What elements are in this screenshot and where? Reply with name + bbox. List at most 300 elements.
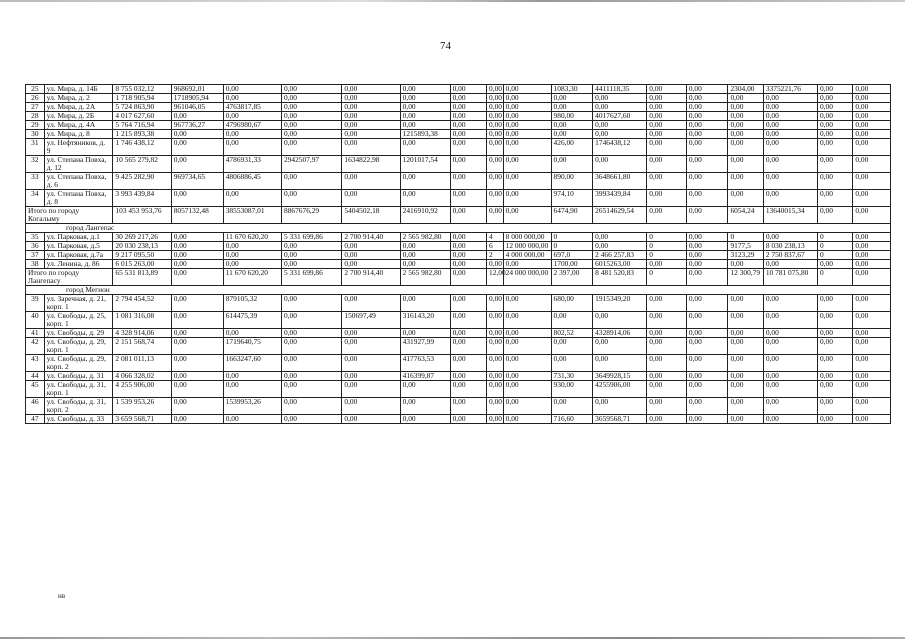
- value-cell: 0,00: [647, 190, 687, 207]
- value-cell: 0,00: [223, 251, 281, 260]
- row-number: 33: [26, 173, 45, 190]
- value-cell: 0,00: [487, 372, 504, 381]
- value-cell: 0,00: [853, 85, 891, 94]
- value-cell: 0,00: [282, 355, 342, 372]
- value-cell: 0,00: [853, 94, 891, 103]
- value-cell: 802,52: [551, 329, 593, 338]
- value-cell: 0,00: [817, 85, 852, 94]
- value-cell: 0,00: [171, 190, 223, 207]
- value-cell: 0,00: [171, 372, 223, 381]
- value-cell: 0,00: [342, 173, 400, 190]
- value-cell: 0,00: [282, 139, 342, 156]
- value-cell: 0,00: [853, 173, 891, 190]
- value-cell: 0,00: [817, 381, 852, 398]
- value-cell: 0,00: [171, 233, 223, 242]
- value-cell: 0,00: [686, 415, 728, 424]
- table-row: [26, 156, 891, 173]
- value-cell: 0,00: [223, 260, 281, 269]
- value-cell: 2 466 257,83: [593, 251, 647, 260]
- total-cell: 0,00: [853, 269, 891, 286]
- value-cell: 0,00: [551, 94, 593, 103]
- row-number: 25: [26, 85, 45, 94]
- total-row: [26, 207, 891, 224]
- total-cell: 2 565 982,80: [400, 269, 450, 286]
- total-cell: 12,00: [487, 269, 504, 286]
- value-cell: 0,00: [817, 112, 852, 121]
- value-cell: 0,00: [171, 251, 223, 260]
- total-cell: 0,00: [686, 269, 728, 286]
- address-cell: ул. Мира, д. 2Б: [44, 112, 113, 121]
- value-cell: 0,00: [593, 242, 647, 251]
- value-cell: 0,00: [853, 112, 891, 121]
- value-cell: 0,00: [853, 242, 891, 251]
- value-cell: 0: [647, 242, 687, 251]
- value-cell: 10 565 279,82: [113, 156, 171, 173]
- total-cell: 8057132,48: [171, 207, 223, 224]
- value-cell: 0,00: [282, 415, 342, 424]
- value-cell: 8 000 000,00: [503, 233, 551, 242]
- value-cell: 0,00: [503, 130, 551, 139]
- scan-edge-top: [0, 0, 905, 2]
- table-row: [26, 398, 891, 415]
- value-cell: 0,00: [817, 130, 852, 139]
- value-cell: 0,00: [400, 103, 450, 112]
- total-cell: 0,00: [817, 207, 852, 224]
- value-cell: 0,00: [763, 156, 817, 173]
- value-cell: 0,00: [728, 329, 763, 338]
- value-cell: 968692,01: [171, 85, 223, 94]
- value-cell: 0,00: [487, 295, 504, 312]
- address-cell: ул. Парковая, д.1: [44, 233, 113, 242]
- value-cell: 0,00: [282, 372, 342, 381]
- value-cell: 0,00: [763, 130, 817, 139]
- value-cell: 0,00: [686, 233, 728, 242]
- value-cell: 4806886,45: [223, 173, 281, 190]
- row-number: 43: [26, 355, 45, 372]
- value-cell: 0,00: [853, 139, 891, 156]
- value-cell: 3648661,80: [593, 173, 647, 190]
- value-cell: 0,00: [686, 355, 728, 372]
- value-cell: 0: [551, 242, 593, 251]
- value-cell: 0,00: [400, 190, 450, 207]
- value-cell: 731,30: [551, 372, 593, 381]
- value-cell: 4411118,35: [593, 85, 647, 94]
- address-cell: ул. Свободы, д. 31, корп. 1: [44, 381, 113, 398]
- value-cell: 0,00: [853, 295, 891, 312]
- value-cell: 0,00: [503, 121, 551, 130]
- value-cell: 0,00: [853, 415, 891, 424]
- total-cell: 38553087,01: [223, 207, 281, 224]
- value-cell: 0,00: [593, 94, 647, 103]
- address-cell: ул. Нефтяников, д. 9: [44, 139, 113, 156]
- total-cell: 13640015,34: [763, 207, 817, 224]
- row-number: 47: [26, 415, 45, 424]
- value-cell: 0,00: [450, 156, 486, 173]
- value-cell: 1201017,54: [400, 156, 450, 173]
- value-cell: 980,00: [551, 112, 593, 121]
- value-cell: 0,00: [817, 312, 852, 329]
- total-label: Итого по городу Когалыму: [26, 207, 113, 224]
- table-row: [26, 338, 891, 355]
- footer-mark: нв: [58, 592, 66, 600]
- value-cell: 0,00: [450, 372, 486, 381]
- value-cell: 0,00: [400, 295, 450, 312]
- value-cell: 0,00: [503, 398, 551, 415]
- address-cell: ул. Мира, д. 14Б: [44, 85, 113, 94]
- scan-edge-bottom: [0, 637, 905, 639]
- address-cell: ул. Свободы, д. 25, корп. 1: [44, 312, 113, 329]
- value-cell: 0,00: [686, 112, 728, 121]
- value-cell: 0,00: [686, 139, 728, 156]
- value-cell: 30 269 217,26: [113, 233, 171, 242]
- value-cell: 0: [817, 233, 852, 242]
- value-cell: 0,00: [503, 338, 551, 355]
- value-cell: 0,00: [503, 355, 551, 372]
- value-cell: 0,00: [647, 295, 687, 312]
- value-cell: 0,00: [763, 190, 817, 207]
- value-cell: 0,00: [647, 85, 687, 94]
- value-cell: 6015263,00: [593, 260, 647, 269]
- value-cell: 0,00: [450, 415, 486, 424]
- value-cell: 2 565 982,80: [400, 233, 450, 242]
- value-cell: 1746438,12: [593, 139, 647, 156]
- value-cell: 1083,30: [551, 85, 593, 94]
- value-cell: 0,00: [400, 173, 450, 190]
- value-cell: 2 750 837,67: [763, 251, 817, 260]
- value-cell: 0,00: [400, 242, 450, 251]
- value-cell: 0,00: [450, 130, 486, 139]
- value-cell: 0,00: [728, 381, 763, 398]
- value-cell: 0,00: [728, 130, 763, 139]
- value-cell: 0,00: [503, 103, 551, 112]
- address-cell: ул. Степана Повха, д. 6: [44, 173, 113, 190]
- value-cell: 0,00: [282, 190, 342, 207]
- value-cell: 5 764 716,94: [113, 121, 171, 130]
- value-cell: 0,00: [450, 338, 486, 355]
- value-cell: 2942507,97: [282, 156, 342, 173]
- table-row: [26, 381, 891, 398]
- value-cell: 1 746 438,12: [113, 139, 171, 156]
- value-cell: 0,00: [342, 329, 400, 338]
- value-cell: 0,00: [171, 415, 223, 424]
- address-cell: ул. Свободы, д. 31, корп. 2: [44, 398, 113, 415]
- value-cell: 1915349,20: [593, 295, 647, 312]
- value-cell: 4 017 627,60: [113, 112, 171, 121]
- value-cell: 0,00: [503, 260, 551, 269]
- value-cell: 0,00: [686, 372, 728, 381]
- value-cell: 0,00: [763, 103, 817, 112]
- value-cell: 5 724 863,90: [113, 103, 171, 112]
- value-cell: 0,00: [853, 355, 891, 372]
- value-cell: 1 539 953,26: [113, 398, 171, 415]
- value-cell: 0,00: [853, 372, 891, 381]
- value-cell: 0,00: [647, 156, 687, 173]
- value-cell: 0,00: [487, 121, 504, 130]
- total-cell: 0,00: [686, 207, 728, 224]
- value-cell: 0,00: [450, 381, 486, 398]
- value-cell: 0,00: [171, 130, 223, 139]
- value-cell: 0,00: [763, 372, 817, 381]
- value-cell: 0,00: [342, 190, 400, 207]
- value-cell: 4796980,67: [223, 121, 281, 130]
- value-cell: 1 081 316,08: [113, 312, 171, 329]
- value-cell: 0,00: [487, 398, 504, 415]
- value-cell: 0,00: [728, 190, 763, 207]
- value-cell: 0,00: [551, 355, 593, 372]
- row-number: 28: [26, 112, 45, 121]
- value-cell: 0,00: [487, 260, 504, 269]
- value-cell: 20 030 238,13: [113, 242, 171, 251]
- value-cell: 0,00: [647, 173, 687, 190]
- value-cell: 0,00: [593, 121, 647, 130]
- value-cell: 0,00: [551, 130, 593, 139]
- value-cell: 0,00: [223, 415, 281, 424]
- value-cell: 0,00: [686, 156, 728, 173]
- value-cell: 0,00: [853, 103, 891, 112]
- row-number: 46: [26, 398, 45, 415]
- value-cell: 0,00: [728, 372, 763, 381]
- value-cell: 890,00: [551, 173, 593, 190]
- value-cell: 0,00: [503, 381, 551, 398]
- value-cell: 0,00: [503, 415, 551, 424]
- value-cell: 3649928,15: [593, 372, 647, 381]
- value-cell: 9 217 095,50: [113, 251, 171, 260]
- value-cell: 0,00: [763, 381, 817, 398]
- row-number: 41: [26, 329, 45, 338]
- value-cell: 0,00: [450, 233, 486, 242]
- value-cell: 0,00: [342, 415, 400, 424]
- total-cell: 26514629,54: [593, 207, 647, 224]
- value-cell: 0,00: [282, 242, 342, 251]
- value-cell: 0,00: [342, 139, 400, 156]
- value-cell: 0,00: [853, 338, 891, 355]
- value-cell: 0,00: [450, 295, 486, 312]
- row-number: 34: [26, 190, 45, 207]
- value-cell: 0,00: [171, 112, 223, 121]
- value-cell: 12 000 000,00: [503, 242, 551, 251]
- row-number: 39: [26, 295, 45, 312]
- value-cell: 0,00: [686, 242, 728, 251]
- value-cell: 0,00: [223, 139, 281, 156]
- total-cell: 2416910,92: [400, 207, 450, 224]
- value-cell: 0,00: [223, 130, 281, 139]
- value-cell: 0,00: [171, 295, 223, 312]
- value-cell: 0,00: [503, 94, 551, 103]
- row-number: 44: [26, 372, 45, 381]
- value-cell: 0,00: [763, 355, 817, 372]
- value-cell: 0,00: [342, 372, 400, 381]
- value-cell: 0,00: [223, 381, 281, 398]
- table-body: [26, 85, 891, 424]
- value-cell: 3 659 568,71: [113, 415, 171, 424]
- value-cell: 0,00: [487, 94, 504, 103]
- table-row: [26, 173, 891, 190]
- value-cell: 0,00: [853, 260, 891, 269]
- value-cell: 9177,5: [728, 242, 763, 251]
- value-cell: 0,00: [450, 112, 486, 121]
- value-cell: 0,00: [763, 233, 817, 242]
- value-cell: 0,00: [593, 233, 647, 242]
- value-cell: 0,00: [647, 329, 687, 338]
- value-cell: 0,00: [282, 85, 342, 94]
- value-cell: 0,00: [686, 398, 728, 415]
- value-cell: 0,00: [171, 260, 223, 269]
- value-cell: 0,00: [503, 85, 551, 94]
- total-cell: 0: [817, 269, 852, 286]
- value-cell: 0,00: [728, 338, 763, 355]
- value-cell: 0,00: [593, 338, 647, 355]
- row-number: 35: [26, 233, 45, 242]
- value-cell: 0,00: [853, 130, 891, 139]
- address-cell: ул. Свободы, д. 29, корп. 2: [44, 355, 113, 372]
- value-cell: 1719640,75: [223, 338, 281, 355]
- total-cell: 65 531 813,89: [113, 269, 171, 286]
- value-cell: 8 030 238,13: [763, 242, 817, 251]
- value-cell: 0,00: [282, 398, 342, 415]
- value-cell: 0,00: [593, 156, 647, 173]
- value-cell: 961046,05: [171, 103, 223, 112]
- value-cell: 0,00: [647, 121, 687, 130]
- address-cell: ул. Мира, д. 8: [44, 130, 113, 139]
- value-cell: 0,00: [450, 94, 486, 103]
- total-row: [26, 269, 891, 286]
- value-cell: 0,00: [223, 372, 281, 381]
- value-cell: 0: [551, 233, 593, 242]
- value-cell: 0,00: [450, 121, 486, 130]
- total-cell: 0,00: [450, 207, 486, 224]
- value-cell: 1718905,94: [171, 94, 223, 103]
- value-cell: 0,00: [647, 381, 687, 398]
- value-cell: 4017627,60: [593, 112, 647, 121]
- city-name: город Мегион: [26, 286, 891, 295]
- value-cell: 0,00: [342, 260, 400, 269]
- value-cell: 6: [487, 242, 504, 251]
- value-cell: 0,00: [487, 173, 504, 190]
- value-cell: 0,00: [728, 173, 763, 190]
- value-cell: 0,00: [647, 415, 687, 424]
- row-number: 31: [26, 139, 45, 156]
- value-cell: 0,00: [282, 251, 342, 260]
- value-cell: 0,00: [853, 312, 891, 329]
- total-cell: 0,00: [503, 207, 551, 224]
- value-cell: 0,00: [282, 94, 342, 103]
- value-cell: 0,00: [551, 338, 593, 355]
- value-cell: 0,00: [400, 260, 450, 269]
- value-cell: 0,00: [282, 381, 342, 398]
- address-cell: ул. Парковая, д.5: [44, 242, 113, 251]
- table-row: [26, 190, 891, 207]
- value-cell: 2304,00: [728, 85, 763, 94]
- row-number: 26: [26, 94, 45, 103]
- value-cell: 0,00: [223, 112, 281, 121]
- value-cell: 0,00: [728, 94, 763, 103]
- value-cell: 0,00: [647, 338, 687, 355]
- value-cell: 0,00: [487, 312, 504, 329]
- value-cell: 6 015 263,00: [113, 260, 171, 269]
- value-cell: 0,00: [450, 139, 486, 156]
- value-cell: 0,00: [450, 251, 486, 260]
- value-cell: 1700,00: [551, 260, 593, 269]
- value-cell: 0,00: [551, 312, 593, 329]
- total-cell: 24 000 000,00: [503, 269, 551, 286]
- total-cell: 12 300,79: [728, 269, 763, 286]
- value-cell: 2 081 011,13: [113, 355, 171, 372]
- value-cell: 0,00: [282, 329, 342, 338]
- value-cell: 0,00: [686, 260, 728, 269]
- value-cell: 0,00: [817, 103, 852, 112]
- value-cell: 0,00: [686, 173, 728, 190]
- value-cell: 0,00: [686, 251, 728, 260]
- total-cell: 6054,24: [728, 207, 763, 224]
- value-cell: 0,00: [487, 190, 504, 207]
- value-cell: 0,00: [223, 329, 281, 338]
- value-cell: 4 328 914,06: [113, 329, 171, 338]
- address-cell: ул. Свободы, д. 33: [44, 415, 113, 424]
- page-number: 74: [440, 40, 451, 52]
- value-cell: 2 794 454,52: [113, 295, 171, 312]
- value-cell: 3659568,71: [593, 415, 647, 424]
- value-cell: 0,00: [400, 329, 450, 338]
- value-cell: 0,00: [817, 121, 852, 130]
- value-cell: 0,00: [817, 338, 852, 355]
- value-cell: 0,00: [647, 139, 687, 156]
- value-cell: 0,00: [171, 381, 223, 398]
- value-cell: 0,00: [342, 121, 400, 130]
- value-cell: 0,00: [817, 139, 852, 156]
- value-cell: 4763817,85: [223, 103, 281, 112]
- value-cell: 0,00: [551, 398, 593, 415]
- value-cell: 879105,32: [223, 295, 281, 312]
- value-cell: 1663247,60: [223, 355, 281, 372]
- address-cell: ул. Степана Повха, д. 8: [44, 190, 113, 207]
- value-cell: 0,00: [400, 112, 450, 121]
- value-cell: 0,00: [728, 260, 763, 269]
- value-cell: 0,00: [763, 329, 817, 338]
- value-cell: 0: [647, 251, 687, 260]
- value-cell: 0,00: [763, 112, 817, 121]
- value-cell: 0,00: [686, 190, 728, 207]
- value-cell: 0,00: [342, 103, 400, 112]
- value-cell: 0,00: [728, 415, 763, 424]
- value-cell: 0,00: [503, 112, 551, 121]
- table-row: [26, 295, 891, 312]
- value-cell: 0,00: [686, 381, 728, 398]
- total-cell: 0,00: [853, 207, 891, 224]
- value-cell: 0,00: [487, 338, 504, 355]
- value-cell: 0,00: [342, 251, 400, 260]
- value-cell: 0,00: [593, 312, 647, 329]
- total-cell: 5 331 699,86: [282, 269, 342, 286]
- address-cell: ул. Свободы, д. 31: [44, 372, 113, 381]
- value-cell: 316143,20: [400, 312, 450, 329]
- value-cell: 150697,49: [342, 312, 400, 329]
- value-cell: 0,00: [647, 355, 687, 372]
- value-cell: 0,00: [728, 112, 763, 121]
- value-cell: 0,00: [593, 103, 647, 112]
- value-cell: 5 331 699,86: [282, 233, 342, 242]
- value-cell: 0,00: [223, 190, 281, 207]
- value-cell: 0,00: [342, 338, 400, 355]
- value-cell: 0,00: [282, 260, 342, 269]
- value-cell: 416399,87: [400, 372, 450, 381]
- value-cell: 2 700 914,40: [342, 233, 400, 242]
- value-cell: 0,00: [450, 312, 486, 329]
- value-cell: 0,00: [647, 130, 687, 139]
- value-cell: 0,00: [223, 85, 281, 94]
- value-cell: 0,00: [282, 312, 342, 329]
- city-name: город Лангепас: [26, 224, 891, 233]
- value-cell: 0,00: [400, 381, 450, 398]
